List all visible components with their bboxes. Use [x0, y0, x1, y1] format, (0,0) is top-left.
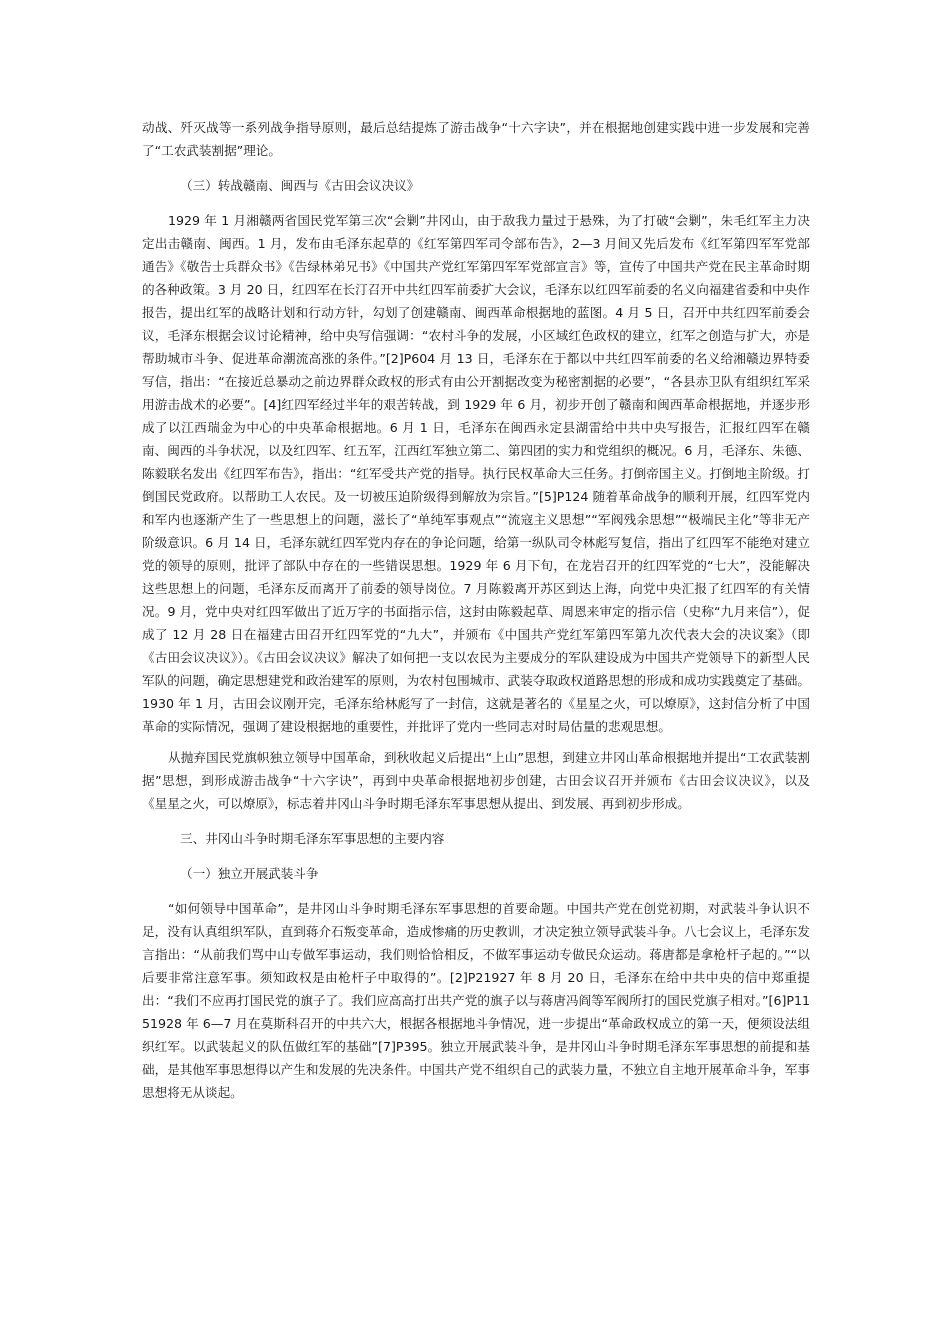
subheading-1: （一）独立开展武装斗争	[180, 866, 319, 881]
document-body	[142, 116, 810, 1104]
paragraph-armed-struggle: “如何领导中国革命”，是井冈山斗争时期毛泽东军事思想的首要命题。中国共产党在创党初期，对武装斗争认识不足，没有认真组织军队，直到蒋介石叛变革命，造成惨痛的历史教训，才决定独立领导武装斗争。八七会议上，毛泽东发言指出：“从前我们骂中山专做军事运动，我们则恰恰相反，不做军事运动专做民众运动。蒋唐都是拿枪杆子起的。”“以后要非常注意军事。须知政权是由枪杆子中取得的”。[2]P21927 年 8 月 20 日，毛泽东在给中共中央的信中郑重提出：“我们不应再打国民党的旗子了。我们应高高打出共产党的旗子以与蒋唐冯阎等军阀所打的国民党旗子相对。”[6]P1151928 年 6—7 月在莫斯科召开的中共六大，根据各根据地斗争情况，进一步提出“革命政权成立的第一天，便须设法组织红军。以武装起义的队伍做红军的基础”[7]P395。独立开展武装斗争，是井冈山斗争时期毛泽东军事思想的前提和基础，是其他军事思想得以产生和发展的先决条件。中国共产党不组织自己的武装力量，不独立自主地开展革命斗争，军事思想将无从谈起。	[142, 901, 810, 1100]
paragraph-1929: 1929 年 1 月湘赣两省国民党军第三次“会剿”井冈山，由于敌我力量过于悬殊，为了打破“会剿”，朱毛红军主力决定出击赣南、闽西。1 月，发布由毛泽东起草的《红军第四军司令部布告》，2—3 月间又先后发布《红军第四军军党部通告》《敬告士兵群众书》《告绿林弟兄书》《中国共产党红军第四军军党部宣言》等，宣传了中国共产党在民主革命时期的各种政策。3 月 20 日，红四军在长汀召开中共红四军前委扩大会议，毛泽东以红四军前委的名义向福建省委和中央作报告，提出红军的战略计划和行动方针，勾划了创建赣南、闽西革命根据地的蓝图。4 月 5 日，召开中共红四军前委会议，毛泽东根据会议讨论精神，给中央写信强调：“农村斗争的发展，小区域红色政权的建立，红军之创造与扩大，亦是帮助城市斗争、促进革命潮流高涨的条件。”[2]P604 月 13 日，毛泽东在于都以中共红四军前委的名义给湘赣边界特委写信，指出：“在接近总暴动之前边界群众政权的形式有由公开割据改变为秘密割据的必要”，“各县赤卫队有组织红军采用游击战术的必要”。[4]红四军经过半年的艰苦转战，到 1929 年 6 月，初步开创了赣南和闽西革命根据地，并逐步形成了以江西瑞金为中心的中央革命根据地。6 月 1 日，毛泽东在闽西永定县湖雷给中共中央写报告，汇报红四军在赣南、闽西的斗争状况，以及红四军、红五军，江西红军独立第二、第四团的实力和党组织的概况。6 月，毛泽东、朱德、陈毅联名发出《红四军布告》，指出：“红军受共产党的指导。执行民权革命大三任务。打倒帝国主义。打倒地主阶级。打倒国民党政府。以帮助工人农民。及一切被压迫阶级得到解放为宗旨。”[5]P124 随着革命战争的顺利开展，红四军党内和军内也逐渐产生了一些思想上的问题，滋长了“单纯军事观点”“流寇主义思想”“军阀残余思想”“极端民主化”等非无产阶级意识。6 月 14 日，毛泽东就红四军党内存在的争论问题，给第一纵队司令林彪写复信，指出了红四军不能绝对建立党的领导的原则，批评了部队中存在的一些错误思想。1929 年 6 月下旬，在龙岩召开的红四军党的“七大”，没能解决这些思想上的问题，毛泽东反而离开了前委的领导岗位。7 月陈毅离开苏区到达上海，向党中央汇报了红四军的有关情况。9 月，党中央对红四军做出了近万字的书面指示信，这封由陈毅起草、周恩来审定的指示信（史称“九月来信”），促成了 12 月 28 日在福建古田召开红四军党的“九大”，并颁布《中国共产党红军第四军第九次代表大会的决议案》（即《古田会议决议》）。《古田会议决议》解决了如何把一支以农民为主要成分的军队建设成为中国共产党领导下的新型人民军队的问题，确定思想建党和政治建军的原则，为农村包围城市、武装夺取政权道路思想的形成和成功实践奠定了基础。1930 年 1 月，古田会议刚开完，毛泽东给林彪写了一封信，这就是著名的《星星之火，可以燎原》，这封信分析了中国革命的实际情况，强调了建设根据地的重要性，并批评了党内一些同志对时局估量的悲观思想。	[142, 213, 810, 734]
section-title-3: 三、井冈山斗争时期毛泽东军事思想的主要内容	[180, 831, 445, 846]
paragraph-intro: 动战、歼灭战等一系列战争指导原则，最后总结提炼了游击战争“十六字诀”，并在根据地创建实践中进一步发展和完善了“工农武装割据”理论。	[142, 120, 810, 158]
paragraph-summary: 从抛弃国民党旗帜独立领导中国革命，到秋收起义后提出“上山”思想，到建立井冈山革命根据地并提出“工农武装割据”思想，到形成游击战争“十六字诀”，再到中央革命根据地初步创建，古田会议召开并颁布《古田会议决议》，以及《星星之火，可以燎原》，标志着井冈山斗争时期毛泽东军事思想从提出、到发展、再到初步形成。	[142, 750, 810, 811]
subheading-3: （三）转战赣南、闽西与《古田会议决议》	[180, 178, 420, 193]
